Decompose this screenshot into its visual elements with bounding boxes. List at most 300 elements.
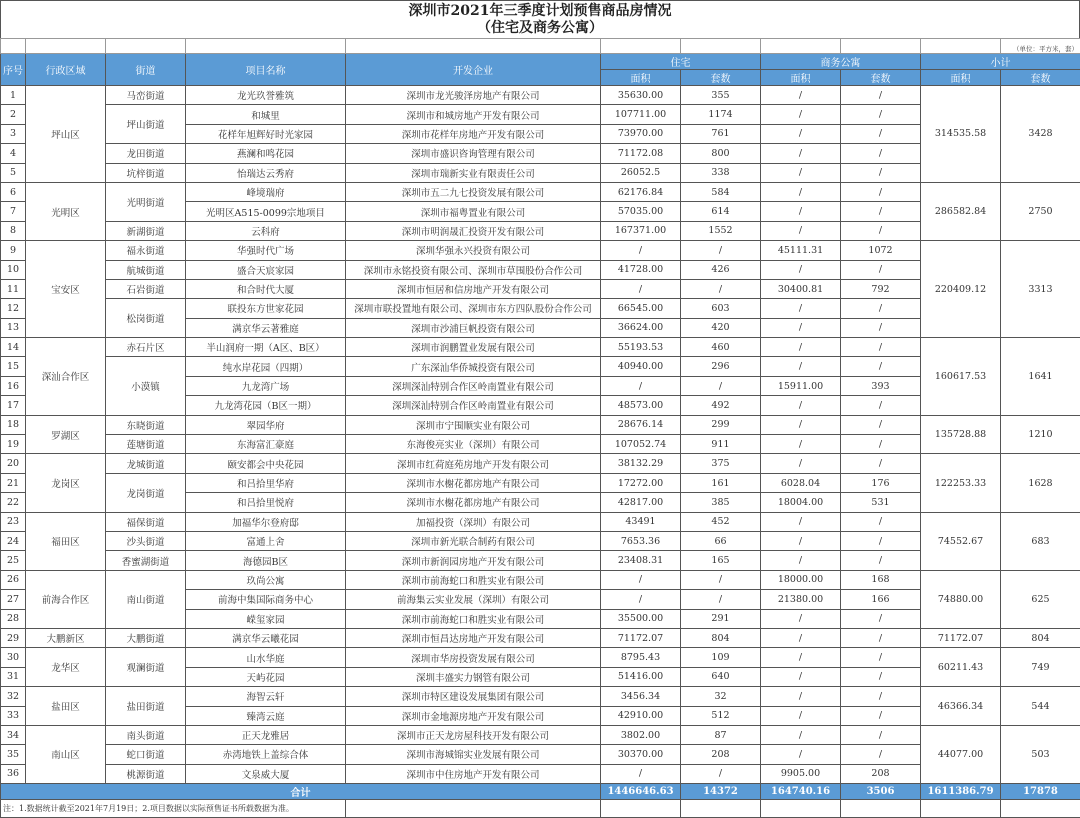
residential-area: 8795.43	[601, 648, 681, 667]
row-number: 28	[1, 609, 26, 628]
project-name: 颐安都会中央花园	[186, 454, 346, 473]
row-number: 33	[1, 706, 26, 725]
total-com-area: 164740.16	[761, 784, 841, 800]
table-row	[1, 551, 1080, 570]
district-cell: 龙华区	[26, 648, 106, 687]
residential-area: 3456.34	[601, 687, 681, 706]
header-sub-units: 套数	[1001, 70, 1080, 86]
street-cell: 南头街道	[106, 725, 186, 744]
subtotal-units: 3428	[1001, 86, 1080, 183]
district-cell: 罗湖区	[26, 415, 106, 454]
residential-units: /	[681, 279, 761, 298]
developer-name: 深圳市恒居和信房地产开发有限公司	[346, 279, 601, 298]
commercial-units: /	[841, 551, 921, 570]
residential-area: /	[601, 241, 681, 260]
project-name: 海德园B区	[186, 551, 346, 570]
commercial-units: /	[841, 163, 921, 182]
table-row	[1, 86, 1080, 105]
residential-units: 87	[681, 725, 761, 744]
row-number: 35	[1, 745, 26, 764]
commercial-area: 45111.31	[761, 241, 841, 260]
subtotal-area: 135728.88	[921, 415, 1001, 454]
project-name: 海智云轩	[186, 687, 346, 706]
commercial-units: /	[841, 144, 921, 163]
commercial-area: /	[761, 318, 841, 337]
project-name: 臻湾云庭	[186, 706, 346, 725]
commercial-area: /	[761, 221, 841, 240]
commercial-units: /	[841, 531, 921, 550]
project-name: 前海中集国际商务中心	[186, 590, 346, 609]
residential-area: 38132.29	[601, 454, 681, 473]
report-title	[0, 0, 1080, 38]
residential-units: /	[681, 376, 761, 395]
row-number: 23	[1, 512, 26, 531]
total-label: 合计	[1, 784, 601, 800]
developer-name: 加福投资（深圳）有限公司	[346, 512, 601, 531]
project-name: 云科府	[186, 221, 346, 240]
table-row	[1, 260, 1080, 279]
commercial-area: /	[761, 124, 841, 143]
residential-units: 161	[681, 473, 761, 492]
developer-name: 深圳市中住房地产开发有限公司	[346, 764, 601, 783]
subtotal-area: 286582.84	[921, 182, 1001, 240]
district-cell: 坪山区	[26, 86, 106, 183]
developer-name: 深圳华强永兴投资有限公司	[346, 241, 601, 260]
subtotal-area: 122253.33	[921, 454, 1001, 512]
developer-name: 广东深汕华侨城投资有限公司	[346, 357, 601, 376]
row-number: 17	[1, 396, 26, 415]
total-sub-units: 17878	[1001, 784, 1080, 800]
commercial-area: /	[761, 667, 841, 686]
row-number: 12	[1, 299, 26, 318]
developer-name: 深圳市华房投资发展有限公司	[346, 648, 601, 667]
residential-area: 71172.08	[601, 144, 681, 163]
developer-name: 深圳市瑞新实业有限责任公司	[346, 163, 601, 182]
project-name: 山水华庭	[186, 648, 346, 667]
residential-units: 291	[681, 609, 761, 628]
commercial-units: /	[841, 299, 921, 318]
row-number: 11	[1, 279, 26, 298]
table-row	[1, 512, 1080, 531]
residential-area: /	[601, 570, 681, 589]
commercial-area: 21380.00	[761, 590, 841, 609]
developer-name: 深圳市水榭花都房地产有限公司	[346, 493, 601, 512]
commercial-units: /	[841, 687, 921, 706]
row-number: 6	[1, 182, 26, 201]
row-number: 31	[1, 667, 26, 686]
street-cell: 石岩街道	[106, 279, 186, 298]
header-street: 街道	[106, 54, 186, 86]
residential-units: /	[681, 590, 761, 609]
residential-area: 57035.00	[601, 202, 681, 221]
project-name: 和城里	[186, 105, 346, 124]
district-cell: 福田区	[26, 512, 106, 570]
presale-table	[0, 38, 1080, 818]
commercial-units: /	[841, 667, 921, 686]
developer-name: 深圳市龙光骏泽房地产有限公司	[346, 86, 601, 105]
table-row	[1, 435, 1080, 454]
residential-units: 165	[681, 551, 761, 570]
project-name: 天屿花园	[186, 667, 346, 686]
row-number: 36	[1, 764, 26, 783]
commercial-area: /	[761, 396, 841, 415]
subtotal-area: 74880.00	[921, 570, 1001, 628]
developer-name: 深圳市明润晟汇投资开发有限公司	[346, 221, 601, 240]
developer-name: 前海集云实业发展（深圳）有限公司	[346, 590, 601, 609]
header-commercial: 商务公寓	[761, 54, 921, 70]
project-name: 正天龙雅居	[186, 725, 346, 744]
residential-area: 73970.00	[601, 124, 681, 143]
commercial-units: /	[841, 182, 921, 201]
residential-units: 492	[681, 396, 761, 415]
commercial-units: /	[841, 745, 921, 764]
street-cell: 新湖街道	[106, 221, 186, 240]
street-cell: 福保街道	[106, 512, 186, 531]
residential-units: 355	[681, 86, 761, 105]
residential-area: 41728.00	[601, 260, 681, 279]
commercial-area: /	[761, 182, 841, 201]
footnote: 注：1.数据统计截至2021年7月19日；2.项目数据以实际预售证书所载数据为准。	[1, 800, 346, 818]
row-number: 25	[1, 551, 26, 570]
subtotal-units: 544	[1001, 687, 1080, 726]
commercial-area: /	[761, 415, 841, 434]
project-name: 九龙湾广场	[186, 376, 346, 395]
district-cell: 龙岗区	[26, 454, 106, 512]
commercial-units: /	[841, 124, 921, 143]
table-row	[1, 241, 1080, 260]
developer-name: 深圳市福粤置业有限公司	[346, 202, 601, 221]
subtotal-units: 1641	[1001, 338, 1080, 416]
residential-units: 911	[681, 435, 761, 454]
residential-area: /	[601, 279, 681, 298]
commercial-units: /	[841, 86, 921, 105]
header-com-units: 套数	[841, 70, 921, 86]
commercial-units: 792	[841, 279, 921, 298]
residential-units: 420	[681, 318, 761, 337]
commercial-area: /	[761, 86, 841, 105]
subtotal-units: 804	[1001, 628, 1080, 647]
table-row	[1, 628, 1080, 647]
residential-area: 35500.00	[601, 609, 681, 628]
developer-name: 深圳市永铭投资有限公司、深圳市草围股份合作公司	[346, 260, 601, 279]
residential-area: 7653.36	[601, 531, 681, 550]
residential-area: 66545.00	[601, 299, 681, 318]
subtotal-units: 3313	[1001, 241, 1080, 338]
table-row	[1, 531, 1080, 550]
residential-area: 42817.00	[601, 493, 681, 512]
commercial-area: 6028.04	[761, 473, 841, 492]
residential-area: /	[601, 764, 681, 783]
table-row	[1, 163, 1080, 182]
header-row-1	[1, 54, 1080, 70]
developer-name: 深圳市花样年房地产开发有限公司	[346, 124, 601, 143]
developer-name: 深圳市宁围顺实业有限公司	[346, 415, 601, 434]
subtotal-area: 74552.67	[921, 512, 1001, 570]
residential-area: 28676.14	[601, 415, 681, 434]
subtotal-area: 314535.58	[921, 86, 1001, 183]
row-number: 34	[1, 725, 26, 744]
residential-area: 107052.74	[601, 435, 681, 454]
residential-area: 55193.53	[601, 338, 681, 357]
total-row	[1, 784, 1080, 800]
commercial-units: /	[841, 221, 921, 240]
title-line-2: （住宅及商务公寓）	[1, 20, 1079, 37]
street-cell: 蛇口街道	[106, 745, 186, 764]
commercial-area: /	[761, 687, 841, 706]
table-row	[1, 764, 1080, 783]
commercial-area: /	[761, 202, 841, 221]
residential-area: 43491	[601, 512, 681, 531]
commercial-units: /	[841, 706, 921, 725]
table-row	[1, 144, 1080, 163]
header-district: 行政区域	[26, 54, 106, 86]
commercial-units: /	[841, 396, 921, 415]
project-name: 和合时代大厦	[186, 279, 346, 298]
commercial-area: /	[761, 609, 841, 628]
residential-units: 1552	[681, 221, 761, 240]
street-cell: 松岗街道	[106, 299, 186, 338]
street-cell: 航城街道	[106, 260, 186, 279]
table-row	[1, 570, 1080, 589]
commercial-units: 531	[841, 493, 921, 512]
street-cell: 小漠镇	[106, 357, 186, 415]
street-cell: 坪山街道	[106, 105, 186, 144]
project-name: 加福华尔登府邸	[186, 512, 346, 531]
row-number: 26	[1, 570, 26, 589]
commercial-units: /	[841, 512, 921, 531]
developer-name: 深圳市恒昌达房地产开发有限公司	[346, 628, 601, 647]
subtotal-units: 503	[1001, 725, 1080, 783]
residential-area: /	[601, 376, 681, 395]
row-number: 13	[1, 318, 26, 337]
street-cell: 盐田街道	[106, 687, 186, 726]
table-row	[1, 279, 1080, 298]
commercial-units: /	[841, 105, 921, 124]
header-sub-area: 面积	[921, 70, 1001, 86]
developer-name: 深圳市红荷庭苑房地产开发有限公司	[346, 454, 601, 473]
district-cell: 前海合作区	[26, 570, 106, 628]
residential-units: /	[681, 570, 761, 589]
street-cell: 赤石片区	[106, 338, 186, 357]
commercial-units: /	[841, 725, 921, 744]
residential-units: 375	[681, 454, 761, 473]
commercial-units: /	[841, 609, 921, 628]
residential-area: 167371.00	[601, 221, 681, 240]
residential-units: 338	[681, 163, 761, 182]
developer-name: 深圳市润鹏置业发展有限公司	[346, 338, 601, 357]
commercial-units: /	[841, 318, 921, 337]
developer-name: 深圳市海城锦实业发展有限公司	[346, 745, 601, 764]
residential-area: 48573.00	[601, 396, 681, 415]
subtotal-units: 1210	[1001, 415, 1080, 454]
developer-name: 深圳市特区建设发展集团有限公司	[346, 687, 601, 706]
developer-name: 深圳深汕特别合作区岭南置业有限公司	[346, 396, 601, 415]
residential-units: 32	[681, 687, 761, 706]
table-row	[1, 221, 1080, 240]
row-number: 16	[1, 376, 26, 395]
residential-units: 426	[681, 260, 761, 279]
row-number: 8	[1, 221, 26, 240]
developer-name: 深圳市正天龙房屋科技开发有限公司	[346, 725, 601, 744]
district-cell: 南山区	[26, 725, 106, 783]
residential-units: 614	[681, 202, 761, 221]
header-no: 序号	[1, 54, 26, 86]
total-res-units: 14372	[681, 784, 761, 800]
street-cell: 沙头街道	[106, 531, 186, 550]
district-cell: 盐田区	[26, 687, 106, 726]
commercial-area: /	[761, 706, 841, 725]
row-number: 5	[1, 163, 26, 182]
commercial-area: /	[761, 299, 841, 318]
developer-name: 深圳丰盛实力钢管有限公司	[346, 667, 601, 686]
commercial-units: /	[841, 260, 921, 279]
project-name: 翠园华府	[186, 415, 346, 434]
residential-units: 1174	[681, 105, 761, 124]
blank-row	[1, 39, 1080, 54]
residential-area: /	[601, 590, 681, 609]
commercial-units: 393	[841, 376, 921, 395]
row-number: 22	[1, 493, 26, 512]
residential-area: 17272.00	[601, 473, 681, 492]
commercial-area: /	[761, 105, 841, 124]
row-number: 32	[1, 687, 26, 706]
subtotal-units: 625	[1001, 570, 1080, 628]
commercial-area: 18000.00	[761, 570, 841, 589]
developer-name: 深圳市新润园房地产开发有限公司	[346, 551, 601, 570]
residential-units: /	[681, 241, 761, 260]
table-row	[1, 454, 1080, 473]
commercial-area: /	[761, 338, 841, 357]
total-sub-area: 1611386.79	[921, 784, 1001, 800]
developer-name: 深圳市联投置地有限公司、深圳市东方四队股份合作公司	[346, 299, 601, 318]
street-cell: 桃源街道	[106, 764, 186, 783]
table-row	[1, 687, 1080, 706]
residential-area: 40940.00	[601, 357, 681, 376]
commercial-area: /	[761, 260, 841, 279]
project-name: 半山润府一期（A区、B区）	[186, 338, 346, 357]
commercial-area: 18004.00	[761, 493, 841, 512]
total-res-area: 1446646.63	[601, 784, 681, 800]
street-cell: 光明街道	[106, 182, 186, 221]
commercial-units: /	[841, 338, 921, 357]
table-row	[1, 648, 1080, 667]
commercial-units: /	[841, 648, 921, 667]
project-name: 华强时代广场	[186, 241, 346, 260]
developer-name: 深圳市沙浦巨帆投资有限公司	[346, 318, 601, 337]
row-number: 4	[1, 144, 26, 163]
row-number: 30	[1, 648, 26, 667]
commercial-area: /	[761, 163, 841, 182]
subtotal-units: 1628	[1001, 454, 1080, 512]
residential-area: 36624.00	[601, 318, 681, 337]
commercial-area: 30400.81	[761, 279, 841, 298]
residential-area: 23408.31	[601, 551, 681, 570]
subtotal-area: 46366.34	[921, 687, 1001, 726]
project-name: 文泉威大厦	[186, 764, 346, 783]
table-body	[1, 86, 1080, 784]
row-number: 24	[1, 531, 26, 550]
developer-name: 深圳市金地源房地产开发有限公司	[346, 706, 601, 725]
residential-units: 640	[681, 667, 761, 686]
residential-area: 26052.5	[601, 163, 681, 182]
street-cell: 马峦街道	[106, 86, 186, 105]
commercial-area: /	[761, 725, 841, 744]
residential-area: 42910.00	[601, 706, 681, 725]
table-row	[1, 338, 1080, 357]
commercial-area: /	[761, 144, 841, 163]
commercial-units: /	[841, 357, 921, 376]
project-name: 玖尚公寓	[186, 570, 346, 589]
developer-name: 深圳市水榭花都房地产有限公司	[346, 473, 601, 492]
table-row	[1, 299, 1080, 318]
residential-units: 208	[681, 745, 761, 764]
residential-area: 51416.00	[601, 667, 681, 686]
commercial-units: 1072	[841, 241, 921, 260]
title-line-1: 深圳市2021年三季度计划预售商品房情况	[1, 3, 1079, 20]
developer-name: 深圳市盛识咨询管理有限公司	[346, 144, 601, 163]
row-number: 2	[1, 105, 26, 124]
street-cell: 福永街道	[106, 241, 186, 260]
commercial-units: 168	[841, 570, 921, 589]
residential-units: 512	[681, 706, 761, 725]
commercial-area: /	[761, 745, 841, 764]
table-row	[1, 745, 1080, 764]
project-name: 和吕拾里悦府	[186, 493, 346, 512]
table-row	[1, 725, 1080, 744]
commercial-area: /	[761, 454, 841, 473]
project-name: 光明区A515-0099宗地项目	[186, 202, 346, 221]
residential-units: 109	[681, 648, 761, 667]
residential-units: 296	[681, 357, 761, 376]
row-number: 18	[1, 415, 26, 434]
commercial-area: /	[761, 628, 841, 647]
residential-units: 761	[681, 124, 761, 143]
subtotal-area: 160617.53	[921, 338, 1001, 416]
project-name: 富通上舍	[186, 531, 346, 550]
street-cell: 龙田街道	[106, 144, 186, 163]
residential-units: 385	[681, 493, 761, 512]
commercial-units: /	[841, 454, 921, 473]
street-cell: 大鹏街道	[106, 628, 186, 647]
header-project: 项目名称	[186, 54, 346, 86]
commercial-units: 176	[841, 473, 921, 492]
residential-units: /	[681, 764, 761, 783]
header-developer: 开发企业	[346, 54, 601, 86]
project-name: 峰境瑞府	[186, 182, 346, 201]
table-row	[1, 415, 1080, 434]
street-cell: 龙岗街道	[106, 473, 186, 512]
project-name: 和吕拾里华府	[186, 473, 346, 492]
project-name: 燕澜和鸣花园	[186, 144, 346, 163]
developer-name: 深圳市新光联合制药有限公司	[346, 531, 601, 550]
header-subtotal: 小计	[921, 54, 1080, 70]
commercial-area: 15911.00	[761, 376, 841, 395]
commercial-units: /	[841, 202, 921, 221]
table-row	[1, 182, 1080, 201]
developer-name: 深圳市前海蛇口和胜实业有限公司	[346, 570, 601, 589]
row-number: 10	[1, 260, 26, 279]
total-com-units: 3506	[841, 784, 921, 800]
residential-area: 3802.00	[601, 725, 681, 744]
developer-name: 深圳市和城房地产开发有限公司	[346, 105, 601, 124]
district-cell: 宝安区	[26, 241, 106, 338]
project-name: 怡瑞达云秀府	[186, 163, 346, 182]
unit-label: （单位：平方米，套）	[1001, 39, 1080, 54]
developer-name: 东海俊亮实业（深圳）有限公司	[346, 435, 601, 454]
street-cell: 龙城街道	[106, 454, 186, 473]
commercial-units: /	[841, 628, 921, 647]
project-name: 龙光玖誉雅筑	[186, 86, 346, 105]
